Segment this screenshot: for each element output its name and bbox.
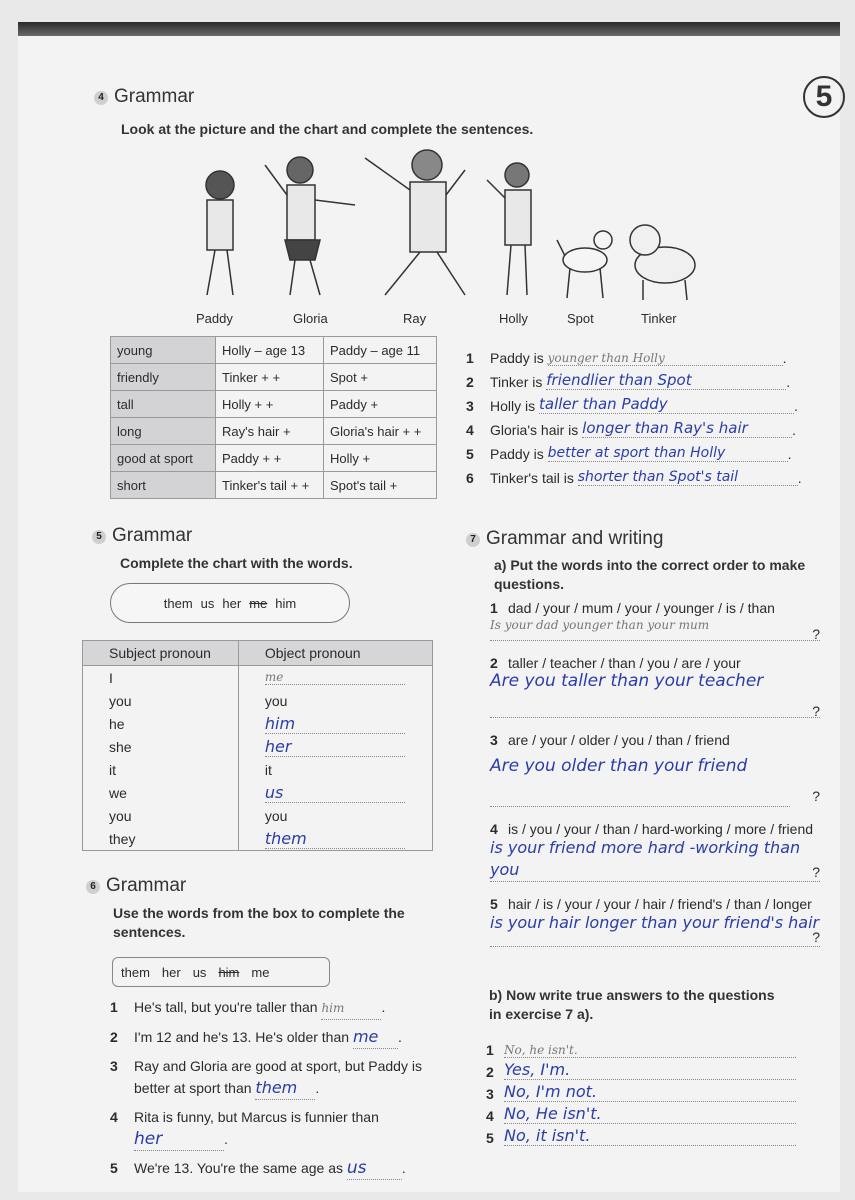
chart-cell: Holly + + xyxy=(216,391,324,418)
answer-field[interactable]: No, it isn't. xyxy=(504,1126,796,1146)
answer-field[interactable]: us xyxy=(347,1157,402,1180)
question-words: taller / teacher / than / you / are / your xyxy=(508,655,741,671)
answer-field[interactable]: her xyxy=(134,1128,224,1151)
question-words: dad / your / mum / your / younger / is / than xyxy=(508,600,775,616)
ex6-title: Grammar xyxy=(106,875,187,896)
subject-cell: you xyxy=(83,804,239,827)
item-text: We're 13. You're the same age as xyxy=(134,1160,344,1176)
ex5-heading xyxy=(92,525,192,547)
chart-cell: short xyxy=(111,472,216,499)
ex5-instruction: Complete the chart with the words. xyxy=(120,555,353,571)
sentence-prompt: Paddy is xyxy=(490,350,544,366)
object-answer[interactable]: me xyxy=(265,670,405,685)
comparison-chart xyxy=(110,336,437,499)
list-item xyxy=(110,1026,450,1049)
chart-cell: long xyxy=(111,418,216,445)
sentence-number: 2 xyxy=(466,374,474,390)
chart-cell: tall xyxy=(111,391,216,418)
answer-field[interactable]: taller than Paddy xyxy=(539,395,794,414)
question-item xyxy=(490,732,820,807)
question-item xyxy=(490,600,820,641)
item-number: 1 xyxy=(110,999,118,1015)
chart-row xyxy=(111,418,437,445)
question-item xyxy=(490,655,820,718)
ex7a-instruction: a) Put the words into the correct order to make questions. xyxy=(494,557,806,592)
answer-number: 3 xyxy=(486,1086,494,1102)
subject-cell: I xyxy=(83,666,239,690)
sentence-row: 6 Tinker's tail is shorter than Spot's tail . xyxy=(466,469,802,486)
chart-cell: Paddy + xyxy=(324,391,437,418)
list-item xyxy=(110,1055,450,1100)
list-item xyxy=(486,1080,796,1102)
sentence-row: 3 Holly is taller than Paddy . xyxy=(466,395,798,414)
list-item xyxy=(486,1036,796,1058)
chart-cell: good at sport xyxy=(111,445,216,472)
ex5-title: Grammar xyxy=(112,525,193,546)
subject-cell: she xyxy=(83,735,239,758)
word-chip: her xyxy=(222,595,242,611)
question-mark: ? xyxy=(812,626,820,642)
sentence-number: 4 xyxy=(466,422,474,438)
chart-row xyxy=(111,337,437,364)
chart-cell: Tinker's tail + + xyxy=(216,472,324,499)
answer-number: 5 xyxy=(486,1130,494,1146)
answer-line[interactable] xyxy=(490,912,820,947)
object-answer[interactable]: them xyxy=(265,829,405,849)
ex4-sentences xyxy=(466,342,802,486)
question-mark: ? xyxy=(812,788,820,804)
chart-cell: Spot + xyxy=(324,364,437,391)
ex6-word-box xyxy=(112,957,330,987)
item-text: I'm 12 and he's 13. He's older than xyxy=(134,1029,350,1045)
chart-cell: Paddy + + xyxy=(216,445,324,472)
answer-field[interactable]: me xyxy=(353,1026,398,1049)
chart-cell: Ray's hair + xyxy=(216,418,324,445)
ex7b-answers xyxy=(486,1036,796,1146)
ex6-number: 6 xyxy=(86,880,100,894)
table-row xyxy=(83,758,433,781)
ex7-number: 7 xyxy=(466,533,480,547)
list-item xyxy=(486,1124,796,1146)
list-item xyxy=(110,1157,450,1180)
name-label-ray: Ray xyxy=(403,311,427,326)
word-chip: us xyxy=(200,595,215,611)
question-number: 3 xyxy=(490,732,498,748)
ex5-number: 5 xyxy=(92,530,106,544)
sentence-number: 3 xyxy=(466,398,474,414)
question-item xyxy=(490,896,820,947)
chart-cell: Tinker + + xyxy=(216,364,324,391)
answer-field[interactable]: younger than Holly xyxy=(548,351,783,366)
sentence-prompt: Tinker is xyxy=(490,374,543,390)
name-label-holly: Holly xyxy=(499,311,528,326)
table-row xyxy=(83,735,433,758)
item-end: . xyxy=(381,999,386,1015)
pronoun-table xyxy=(82,640,433,851)
sentence-number: 1 xyxy=(466,350,474,366)
question-mark: ? xyxy=(812,703,820,719)
ex4-instruction: Look at the picture and the chart and complete the sentences. xyxy=(121,121,534,137)
object-answer[interactable]: him xyxy=(265,714,405,734)
object-answer[interactable]: us xyxy=(265,783,405,803)
sentence-prompt: Gloria's hair is xyxy=(490,422,579,438)
name-label-tinker: Tinker xyxy=(641,311,677,326)
top-edge-bar xyxy=(18,22,840,36)
question-answer: Is your dad younger than your mum xyxy=(490,618,710,632)
table-row xyxy=(83,804,433,827)
name-label-paddy: Paddy xyxy=(196,311,233,326)
sentence-row: 4 Gloria's hair is longer than Ray's hair . xyxy=(466,419,797,438)
word-chip: us xyxy=(192,964,207,980)
answer-number: 4 xyxy=(486,1108,494,1124)
question-words: hair / is / your / your / hair / friend's / than / longer xyxy=(508,896,812,912)
sentence-prompt: Paddy is xyxy=(490,446,544,462)
question-words: is / you / your / than / hard-working / more / friend xyxy=(508,821,814,837)
ex6-items xyxy=(110,996,450,1186)
item-end: . xyxy=(315,1080,320,1096)
ex7-heading xyxy=(466,528,663,550)
answer-line[interactable] xyxy=(490,671,820,718)
subject-cell: you xyxy=(83,689,239,712)
item-number: 5 xyxy=(110,1160,118,1176)
question-number: 4 xyxy=(490,821,498,837)
list-item xyxy=(110,996,450,1020)
item-text: Rita is funny, but Marcus is funnier than xyxy=(134,1109,379,1125)
list-item xyxy=(110,1106,450,1151)
list-item xyxy=(486,1102,796,1124)
sentence-row: 5 Paddy is better at sport than Holly . xyxy=(466,445,792,462)
answer-field[interactable]: friendlier than Spot xyxy=(546,371,786,390)
column-header: Object pronoun xyxy=(238,641,432,666)
answer-number: 1 xyxy=(486,1042,494,1058)
word-chip: her xyxy=(161,964,181,980)
question-words: are / your / older / you / than / friend xyxy=(508,732,730,748)
answer-line[interactable] xyxy=(490,837,820,882)
answer-field[interactable]: longer than Ray's hair xyxy=(582,419,792,438)
question-number: 2 xyxy=(490,655,498,671)
ex7-title: Grammar and writing xyxy=(486,528,664,549)
table-row xyxy=(83,827,433,851)
answer-field[interactable]: No, I'm not. xyxy=(504,1082,796,1102)
word-chip: him xyxy=(275,595,297,611)
chart-row xyxy=(111,364,437,391)
answer-field[interactable]: No, he isn't. xyxy=(504,1043,796,1058)
table-row xyxy=(83,666,433,690)
question-mark: ? xyxy=(812,929,820,945)
unit-number-badge: 5 xyxy=(803,76,845,118)
table-row xyxy=(83,689,433,712)
ex7b-instruction: b) Now write true answers to the questions in exercise 7 a). xyxy=(489,987,775,1022)
item-end: . xyxy=(401,1160,406,1176)
chart-cell: young xyxy=(111,337,216,364)
column-header: Subject pronoun xyxy=(83,641,239,666)
answer-line[interactable] xyxy=(490,748,820,807)
answer-line[interactable] xyxy=(490,616,820,641)
word-chip: them xyxy=(163,595,193,611)
ex4-number: 4 xyxy=(94,91,108,105)
question-item xyxy=(490,821,820,882)
sentence-number: 6 xyxy=(466,470,474,486)
ex5-word-cloud xyxy=(110,583,350,623)
chart-row xyxy=(111,472,437,499)
chart-cell: Gloria's hair + + xyxy=(324,418,437,445)
ex6-instruction: Use the words from the box to complete the sentences. xyxy=(113,905,405,940)
item-end: . xyxy=(224,1131,228,1147)
chart-cell: Holly + xyxy=(324,445,437,472)
chart-cell: Spot's tail + xyxy=(324,472,437,499)
sentence-number: 5 xyxy=(466,446,474,462)
answer-field[interactable]: Yes, I'm. xyxy=(504,1060,796,1080)
word-chip: me xyxy=(249,595,268,611)
item-number: 4 xyxy=(110,1109,118,1125)
question-answer: is your friend more hard -working than you xyxy=(490,838,801,879)
question-answer: Are you taller than your teacher xyxy=(490,671,764,691)
sentence-prompt: Holly is xyxy=(490,398,536,414)
name-label-gloria: Gloria xyxy=(293,311,328,326)
answer-field[interactable]: shorter than Spot's tail xyxy=(578,469,798,486)
characters-illustration xyxy=(165,140,725,310)
item-end: . xyxy=(397,1029,402,1045)
list-item xyxy=(486,1058,796,1080)
chart-cell: Paddy – age 11 xyxy=(324,337,437,364)
word-chip: me xyxy=(251,964,270,980)
subject-cell: we xyxy=(83,781,239,804)
question-answer: is your hair longer than your friend's hair xyxy=(490,913,820,932)
chart-row xyxy=(111,391,437,418)
item-text: Ray and Gloria are good at sport, but Paddy is better at sport than xyxy=(134,1058,422,1096)
chart-row xyxy=(111,445,437,472)
ex6-heading xyxy=(86,875,186,897)
sentence-prompt: Tinker's tail is xyxy=(490,470,574,486)
ex4-title: Grammar xyxy=(114,86,195,107)
object-cell: you xyxy=(238,804,432,827)
question-answer: Are you older than your friend xyxy=(490,756,748,776)
object-cell: you xyxy=(238,689,432,712)
table-row xyxy=(83,781,433,804)
question-mark: ? xyxy=(812,864,820,880)
subject-cell: he xyxy=(83,712,239,735)
subject-cell: it xyxy=(83,758,239,781)
answer-field[interactable]: No, He isn't. xyxy=(504,1104,796,1124)
answer-field[interactable]: better at sport than Holly xyxy=(548,445,788,462)
sentence-row: 1 Paddy is younger than Holly . xyxy=(466,350,787,366)
ex7-questions xyxy=(490,600,820,961)
answer-number: 2 xyxy=(486,1064,494,1080)
question-number: 5 xyxy=(490,896,498,912)
chart-cell: Holly – age 13 xyxy=(216,337,324,364)
name-label-spot: Spot xyxy=(567,311,594,326)
word-chip: them xyxy=(121,964,150,980)
table-row xyxy=(83,712,433,735)
item-number: 2 xyxy=(110,1029,118,1045)
object-cell: it xyxy=(238,758,432,781)
object-answer[interactable]: her xyxy=(265,737,405,757)
chart-cell: friendly xyxy=(111,364,216,391)
subject-cell: they xyxy=(83,827,239,851)
answer-field[interactable]: them xyxy=(255,1077,315,1100)
answer-field[interactable]: him xyxy=(321,997,381,1020)
item-number: 3 xyxy=(110,1058,118,1074)
ex4-heading xyxy=(94,86,194,108)
word-chip: him xyxy=(218,964,240,980)
item-text: He's tall, but you're taller than xyxy=(134,999,318,1015)
sentence-row: 2 Tinker is friendlier than Spot . xyxy=(466,371,791,390)
question-number: 1 xyxy=(490,600,498,616)
